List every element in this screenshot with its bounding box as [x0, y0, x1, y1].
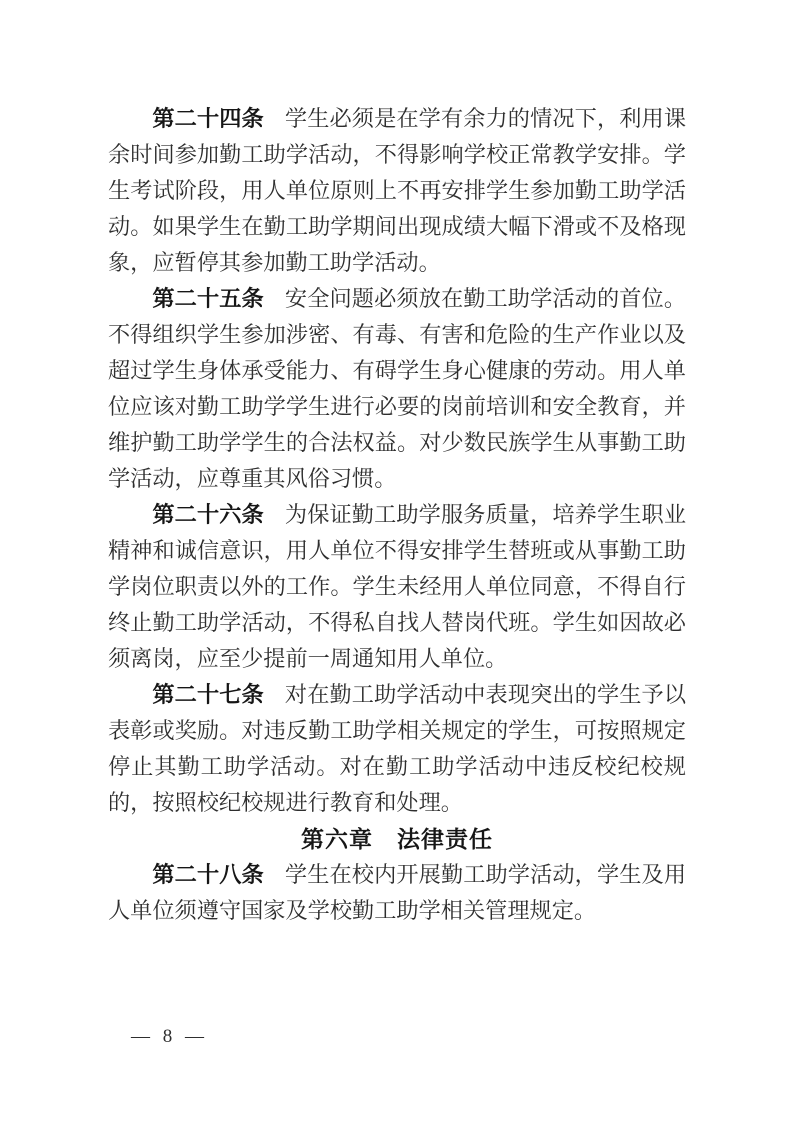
article-paragraph	[108, 677, 686, 821]
article-paragraph	[108, 101, 686, 281]
article-number: 第二十八条	[152, 862, 264, 887]
article-number: 第二十七条	[152, 682, 264, 707]
article-text: 学生必须是在学有余力的情况下，利用课余时间参加勤工助学活动，不得影响学校正常教学安排。学生考试阶段，用人单位原则上不再安排学生参加勤工助学活动。如果学生在勤工助学期间出现成绩大幅下滑或不及格现象，应暂停其参加勤工助学活动。	[108, 106, 687, 275]
article-number: 第二十六条	[152, 502, 264, 527]
article-number: 第二十四条	[152, 106, 264, 131]
article-text: 对在勤工助学活动中表现突出的学生予以表彰或奖励。对违反勤工助学相关规定的学生，可按照规定停止其勤工助学活动。对在勤工助学活动中违反校纪校规的，按照校纪校规进行教育和处理。	[108, 682, 687, 815]
article-paragraph	[108, 857, 686, 929]
article-paragraph	[108, 497, 686, 677]
article-text: 安全问题必须放在勤工助学活动的首位。不得组织学生参加涉密、有毒、有害和危险的生产作业以及超过学生身体承受能力、有碍学生身心健康的劳动。用人单位应该对勤工助学学生进行必要的岗前培训和安全教育，并维护勤工助学学生的合法权益。对少数民族学生从事勤工助学活动，应尊重其风俗习惯。	[108, 286, 687, 491]
article-number: 第二十五条	[152, 286, 264, 311]
article-text: 学生在校内开展勤工助学活动，学生及用人单位须遵守国家及学校勤工助学相关管理规定。	[108, 862, 687, 923]
article-paragraph	[108, 281, 686, 497]
article-text: 为保证勤工助学服务质量，培养学生职业精神和诚信意识，用人单位不得安排学生替班或从事勤工助学岗位职责以外的工作。学生未经用人单位同意，不得自行终止勤工助学活动，不得私自找人替岗代班。学生如因故必须离岗，应至少提前一周通知用人单位。	[108, 502, 687, 671]
document-body	[108, 101, 686, 929]
chapter-heading: 第六章 法律责任	[301, 826, 493, 852]
page-number: — 8 —	[131, 1026, 208, 1047]
